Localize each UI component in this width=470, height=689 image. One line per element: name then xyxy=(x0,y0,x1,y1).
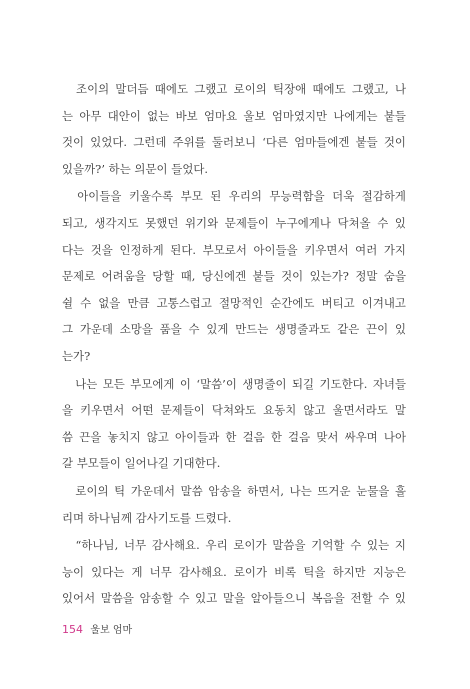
text-line: 아이들을 키울수록 부모 된 우리의 무능력함을 더욱 절감하게 xyxy=(62,189,406,204)
page-footer xyxy=(62,623,132,638)
text-line: 씀 끈을 놓치지 않고 아이들과 한 걸음 한 걸음 맞서 싸우며 나아 xyxy=(62,429,406,444)
text-line: 문제로 어려움을 당할 때, 당신에겐 붙들 것이 있는가? 정말 숨을 xyxy=(62,269,406,284)
running-title: 울보 엄마 xyxy=(90,625,133,636)
text-line: 을 키우면서 어떤 문제들이 닥쳐와도 요동치 않고 울면서라도 말 xyxy=(62,403,406,418)
text-line: 조이의 말더듬 때에도 그랬고 로이의 틱장애 때에도 그랬고, 나 xyxy=(62,82,406,96)
text-line: 그 가운데 소망을 품을 수 있게 만드는 생명줄과도 같은 끈이 있 xyxy=(62,322,406,337)
text-line: 로이의 틱 가운데서 말씀 암송을 하면서, 나는 뜨거운 눈물을 흘 xyxy=(62,483,406,498)
paragraph xyxy=(62,532,406,612)
text-line: 되고, 생각지도 못했던 위기와 문제들이 누구에게나 닥쳐올 수 있 xyxy=(62,215,406,230)
text-line: 는 아무 대안이 없는 바보 엄마요 울보 엄마였지만 나에게는 붙들 xyxy=(62,108,406,123)
text-line: 것이 있었다. 그런데 주위를 둘러보니 ‘다른 엄마들에겐 붙들 것이 xyxy=(62,135,406,150)
paragraph xyxy=(62,371,406,477)
text-line: 나는 모든 부모에게 이 ‘말씀’이 생명줄이 되길 기도한다. 자녀들 xyxy=(62,376,406,391)
page-number: 154 xyxy=(62,623,83,636)
text-line: 는가? xyxy=(62,348,91,363)
paragraph xyxy=(62,76,406,182)
text-line: 있을까?’ 하는 의문이 들었다. xyxy=(62,161,209,176)
paragraph xyxy=(62,183,406,369)
text-line: 다는 것을 인정하게 된다. 부모로서 아이들을 키우면서 여러 가지 xyxy=(62,242,406,257)
text-line: 있어서 말씀을 암송할 수 있고 말을 알아들으니 복음을 전할 수 있 xyxy=(62,591,406,606)
text-line: 쉴 수 없을 만큼 고통스럽고 절망적인 순간에도 버티고 이겨내고 xyxy=(62,295,406,310)
text-line: “하나님, 너무 감사해요. 우리 로이가 말씀을 기억할 수 있는 지 xyxy=(62,538,406,553)
text-line: 리며 하나님께 감사기도를 드렸다. xyxy=(62,510,232,525)
text-line: 능이 있다는 게 너무 감사해요. 로이가 비록 틱을 하지만 지능은 xyxy=(62,564,406,579)
body-text xyxy=(62,76,406,613)
paragraph xyxy=(62,478,406,531)
text-line: 갈 부모들이 일어나길 기대한다. xyxy=(62,456,221,471)
